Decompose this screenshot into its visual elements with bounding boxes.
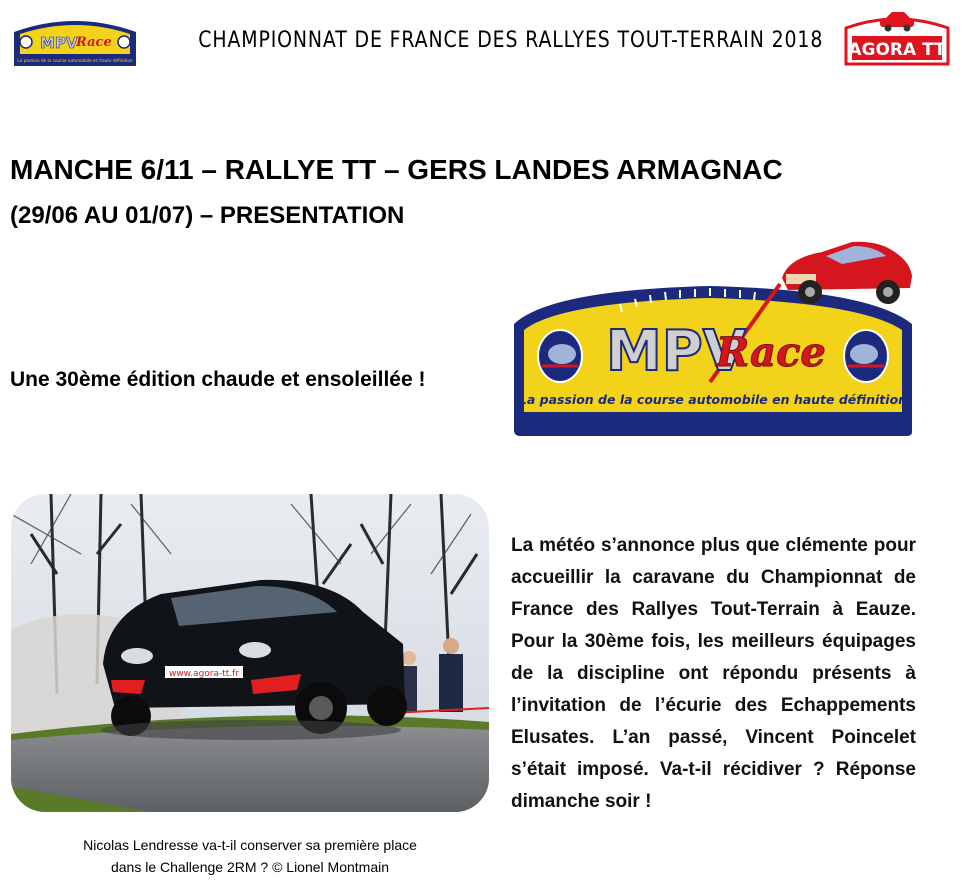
- svg-text:MPV: MPV: [606, 319, 747, 384]
- article-headline: MANCHE 6/11 – RALLYE TT – GERS LANDES ARMAGNAC: [10, 154, 783, 185]
- article-body: La météo s’annonce plus que clémente pour accueillir la caravane du Championnat de France des Rallyes Tout-Terrain à Eauze. Pour la 30ème fois, les meilleurs équipages de la discipline ont répondu présents à l’invitation de l’écurie des Echappements Elusates. L’an passé, Vincent Poincelet s’était imposé. Va-t-il récidiver ? Réponse dimanche soir !: [511, 535, 916, 812]
- svg-text:www.agora-tt.fr: www.agora-tt.fr: [168, 669, 240, 679]
- svg-text:La passion de la course automo: La passion de la course automobile en haute définition: [17, 58, 133, 63]
- svg-text:Race: Race: [76, 35, 112, 50]
- agora-tt-logo: [840, 6, 954, 68]
- svg-text:La passion de la course automo: La passion de la course automobile en haute définition: [518, 392, 908, 407]
- article-dates-headline: (29/06 AU 01/07) – PRESENTATION: [10, 202, 405, 229]
- rally-car-photo: [11, 494, 489, 812]
- mpv-race-logo-small: [10, 12, 140, 68]
- mpv-race-logo-large: [510, 232, 916, 438]
- page-header-title: CHAMPIONNAT DE FRANCE DES RALLYES TOUT-TERRAIN 2018: [198, 28, 824, 53]
- svg-text:MPV: MPV: [40, 34, 78, 52]
- svg-text:Race: Race: [716, 329, 826, 376]
- svg-text:AGORA TT: AGORA TT: [848, 40, 946, 60]
- photo-caption: [20, 834, 480, 878]
- caption-line-1: Nicolas Lendresse va-t-il conserver sa première place: [83, 837, 417, 853]
- caption-line-2: dans le Challenge 2RM ? © Lionel Montmain: [110, 859, 390, 875]
- article-subtitle: Une 30ème édition chaude et ensoleillée !: [10, 368, 426, 391]
